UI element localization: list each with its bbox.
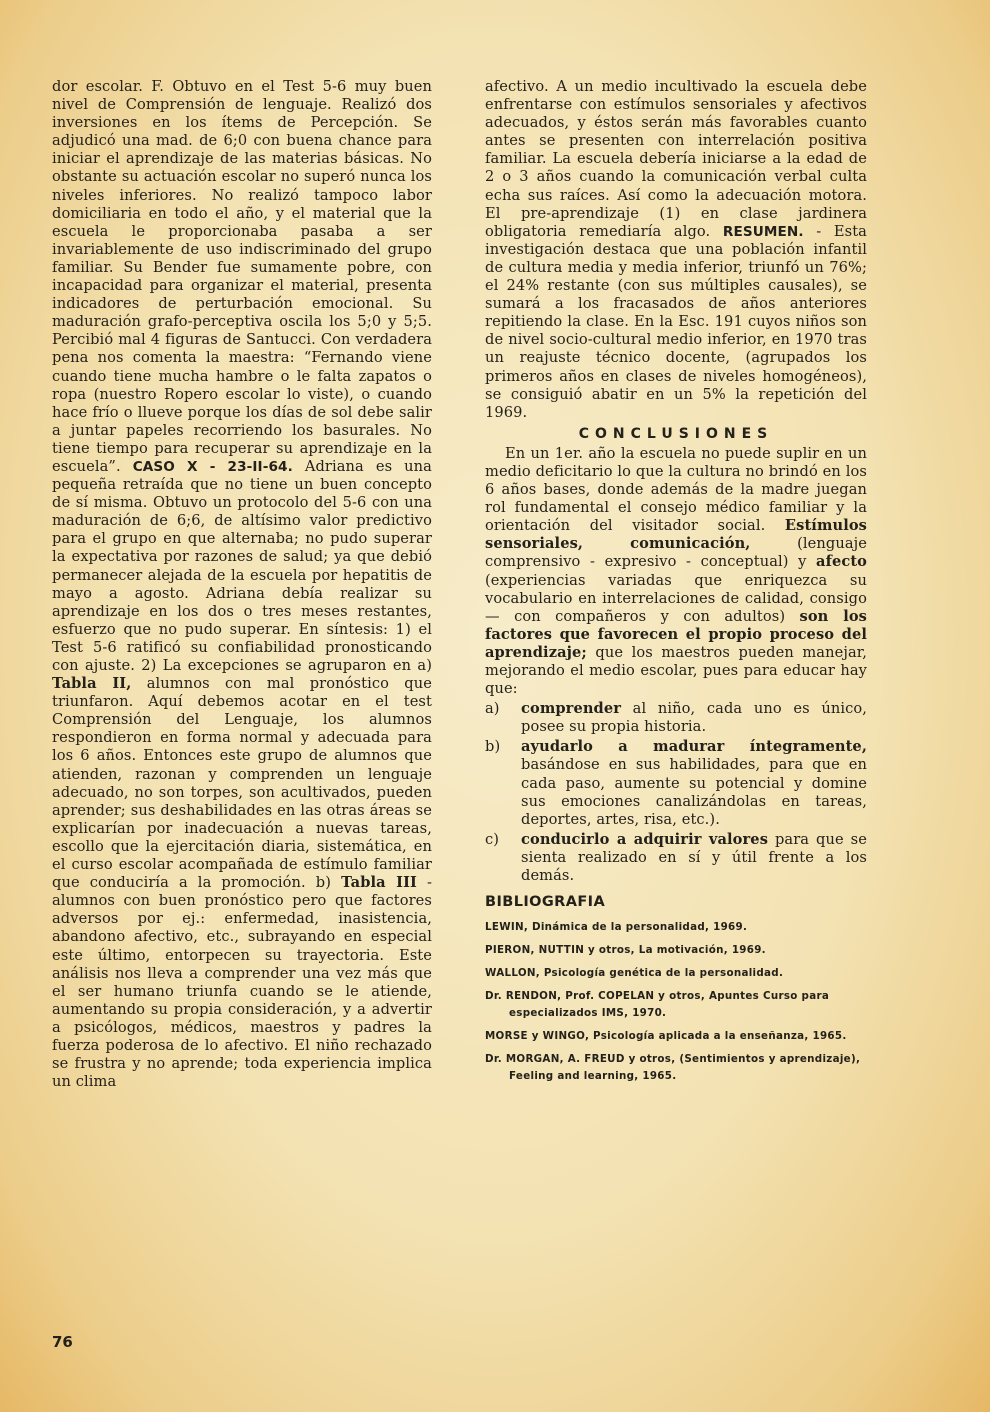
bibliography-entry: Dr. RENDON, Prof. COPELAN y otros, Apuntes Curso para especializados IMS, 1970. [485, 990, 830, 1020]
bibliography-entry: WALLON, Psicología genética de la personalidad. [485, 967, 784, 980]
list-item: b) ayudarlo a madurar íntegramente, basándose en sus habilidades, para que en cada paso, aumente su potencial y domine sus emociones canalizándolas en tareas, deportes, artes, risa, etc.). [485, 738, 867, 828]
left-column [52, 78, 432, 1091]
bibliography-entry: LEWIN, Dinámica de la personalidad, 1969. [485, 921, 748, 934]
table-reference: Tabla III [341, 874, 417, 892]
conclusions-heading: CONCLUSIONES [578, 425, 774, 442]
bibliography-entry: Dr. MORGAN, A. FREUD y otros, (Sentimientos y aprendizaje), Feeling and learning, 1965. [485, 1053, 861, 1083]
list-item: a) comprender al niño, cada uno es único, posee su propia historia. [485, 700, 867, 736]
right-column [485, 78, 867, 1091]
list-marker: b) [485, 738, 501, 756]
bibliography-entry: PIERON, NUTTIN y otros, La motivación, 1969. [485, 944, 766, 957]
conclusions-paragraph: En un 1er. año la escuela no puede suplir en un medio deficitario lo que la cultura no brindó en los 6 años bases, donde además de la madre juegan rol fundamental el consejo médico familiar y la orientación del visitador social. Estímulos sensoriales, comunicación, (lenguaje comprensivo - expresivo - conceptual) y afecto (experiencias variadas que enriquezca su vocabulario en interrelaciones de calidad, consigo — con compañeros y con adultos) son los factores que favorecen el propio proceso del aprendizaje; que los maestros pueden manejar, mejorando el medio escolar, pues para educar hay que: [485, 444, 867, 698]
body-paragraph: dor escolar. F. Obtuvo en el Test 5-6 muy buen nivel de Comprensión de lenguaje. Realizó dos inversiones en los ítems de Percepción. Se adjudicó una mad. de 6;0 con buena chance para iniciar el aprendizaje de las materias básicas. No obstante su actuación escolar no superó nunca los niveles inferiores. No realizó tampoco labor domiciliaria en todo el año, y el material que la escuela le proporcionaba pasaba a ser invariablemente de uso indiscriminado del grupo familiar. Su Bender fue sumamente pobre, con incapacidad para organizar el material, presenta indicadores de perturbación emocional. Su maduración grafo-perceptiva oscila los 5;0 y 5;5. Percibió mal 4 figuras de Santucci. Con verdadera pena nos comenta la maestra: “Fernando viene cuando tiene mucha hambre o le falta zapatos o ropa (nuestro Ropero escolar lo viste), o cuando hace frío o llueve porque los días de sol debe salir a juntar papeles recorriendo los basurales. No tiene tiempo para recuperar su aprendizaje en la escuela”. CASO X - 23-II-64. Adriana es una pequeña retraída que no tiene un buen concepto de sí misma. Obtuvo un protocolo del 5-6 con una maduración de 6;6, de altísimo valor predictivo para el grupo en que alternaba; no pudo superar la expectativa por razones de salud; ya que debió permanecer alejada de la escuela por hepatitis de mayo a agosto. Adriana debía realizar su aprendizaje en los dos o tres meses restantes, esfuerzo que no pudo superar. En síntesis: 1) el Test 5-6 ratificó su confiabilidad pronosticando con ajuste. 2) La excepciones se agruparon en a) Tabla II, alumnos con mal pronóstico que triunfaron. Aquí debemos acotar en el test Comprensión del Lenguaje, los alumnos respondieron en forma normal y adecuada para los 6 años. Entonces este grupo de alumnos que atienden, razonan y comprenden un lenguaje adecuado, no son torpes, son acultivados, pueden aprender; sus deshabilidades en las otras áreas se explicarían por inadecuación a nuevas tareas, escollo que la ejercitación diaria, sistemática, en el curso escolar acompañada de estímulo familiar que conduciría a la promoción. b) Tabla III - alumnos con buen pronóstico pero que factores adversos por ej.: enfermedad, inasistencia, abandono afectivo, etc., subrayando en especial este último, entorpecen su trayectoria. Este análisis nos lleva a comprender una vez más que el ser humano triunfa cuando se le atiende, aumentando su propia consideración, y a advertir a psicólogos, médicos, maestros y padres la fuerza poderosa de lo afectivo. El niño rechazado se frustra y no aprende; toda experiencia implica un clima [52, 78, 433, 1091]
summary-label: RESUMEN. [722, 223, 804, 240]
case-label: CASO X - 23-II-64. [132, 458, 293, 475]
page-number: 76 [52, 1333, 73, 1351]
bibliography-heading: BIBLIOGRAFIA [485, 894, 606, 911]
list-item: c) conducirlo a adquirir valores para que se sienta realizado en sí y útil frente a los demás. [485, 830, 867, 885]
list-marker: c) [485, 830, 500, 848]
table-reference: Tabla II, [52, 675, 132, 693]
list-marker: a) [485, 700, 500, 718]
bibliography-entry: MORSE y WINGO, Psicología aplicada a la enseñanza, 1965. [485, 1030, 847, 1043]
body-paragraph: afectivo. A un medio incultivado la escuela debe enfrentarse con estímulos sensoriales y afectivos adecuados, y éstos serán más favorables cuanto antes se presenten con interrelación positiva familiar. La escuela debería iniciarse a la edad de 2 o 3 años cuando la comunicación verbal culta echa sus raíces. Así como la adecuación motora. El pre-aprendizaje (1) en clase jardinera obligatoria remediaría algo. RESUMEN. - Esta investigación destaca que una población infantil de cultura media y media inferior, triunfó un 76%; el 24% restante (con sus múltiples causales), se sumará a los fracasados de años anteriores repitiendo la clase. En la Esc. 191 cuyos niños son de nivel socio-cultural medio inferior, en 1970 tras un reajuste técnico docente, (agrupados los primeros años en clases de niveles homogéneos), se consiguió abatir en un 5% la repetición del 1969. [485, 78, 867, 421]
